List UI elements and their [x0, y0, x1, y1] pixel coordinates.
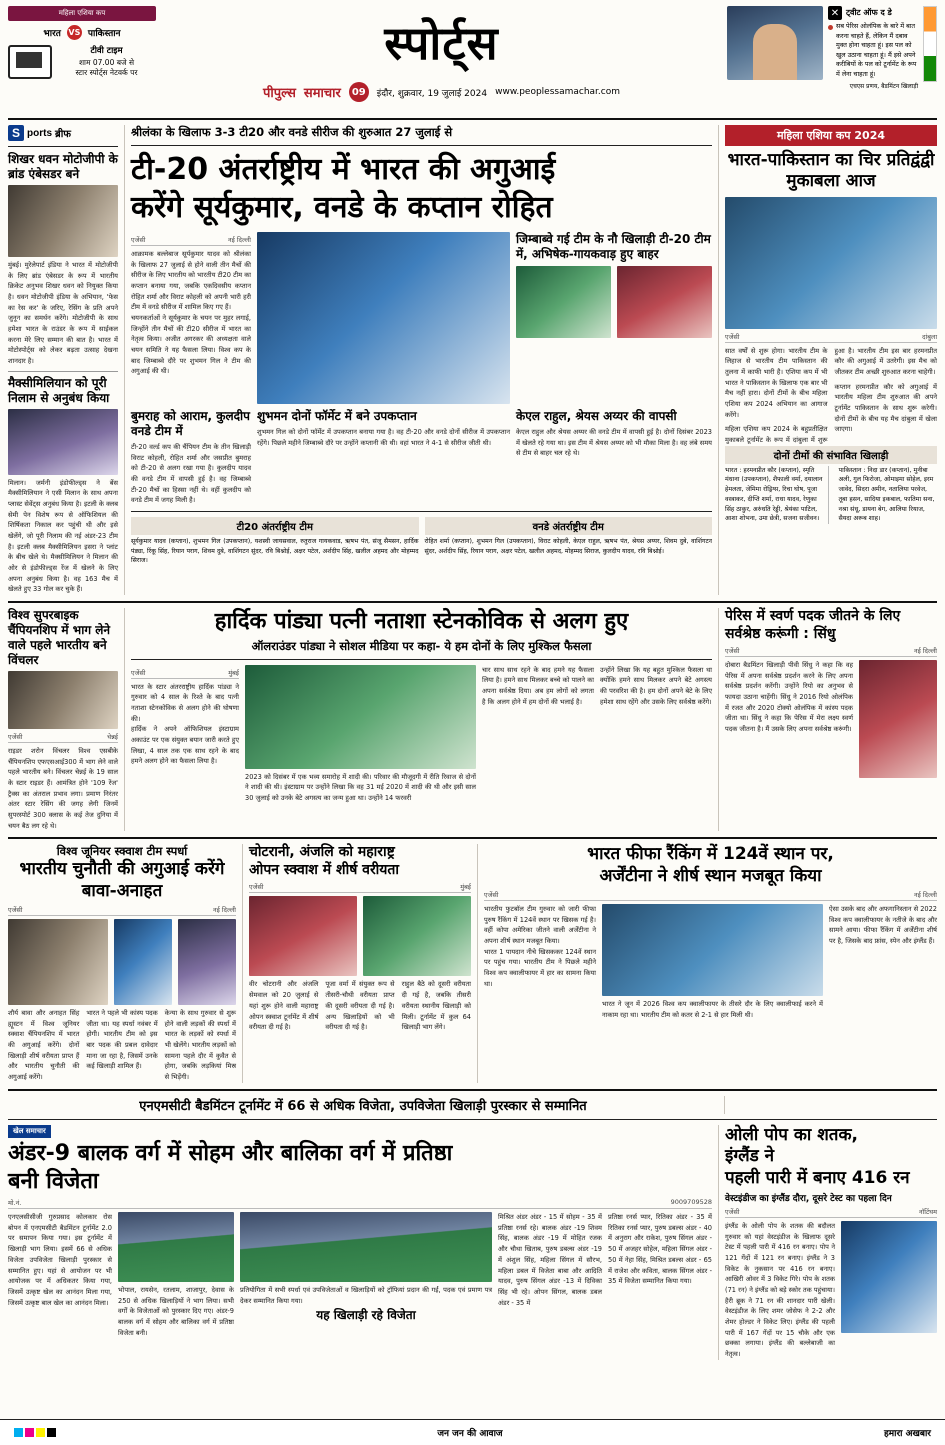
chhotrani-story — [242, 844, 471, 1083]
hardik-natasa-photo — [245, 665, 476, 769]
lead-text-1: आक्रामक बल्लेबाज सूर्यकुमार यादव को श्रीलंका के खिलाफ 27 जुलाई से होने वाली तीन मैचों की सीरीज के लिए भारतीय को भारतीय टी20 टीम का कप्तान बनाया गया, जबकि एकदिवसीय कप्तान रोहित शर्मा और विराट कोहली को अपनी भारी हरी टीम में वनडे सीरीज में शामिल किए गए हैं। — [131, 250, 251, 312]
asia-cup-banner: महिला एशिया कप 2024 — [725, 125, 937, 146]
tweet-label: ट्वीट ऑफ द डे — [846, 8, 892, 17]
sindhu-headline: पेरिस में स्वर्ण पदक जीतने के लिए सर्वश्रेष्ठ करूंगी : सिंधु — [725, 608, 901, 642]
ollie-text: इंग्लैंड के ओली पोप के शतक की बदौलत गुरुवार को यहां वेस्टइंडीज के खिलाफ दूसरे टेस्ट में पहली पारी में 416 रन बनाए। पोप ने 121 गेंदों में 121 रन बनाए। इंग्लैंड ने 3 विकेट के नुकसान पर 416 रन बनाए। आखिरी ओवर में 3 विकेट गिरे। पोप के शतक (71 रन) ने इंग्लैंड को बड़े स्कोर तक पहुंचाया। हैरी ब्रूक ने 71 रन की शानदार पारी खेली। वेस्टइंडीज के लिए शमर जोसेफ ने 2-2 और शेमर होल्डर ने विकेट लिए। इंग्लैंड की पहली पारी में 167 गेंदों पर 15 चौके और एक छक्का लगाया। इंग्लैंड की बल्लेबाजी का नेतृत्व। — [725, 1221, 835, 1358]
lead-photo-block — [257, 232, 510, 404]
odi-squad-list: रोहित शर्मा (कप्तान), शुभमन गिल (उपकप्तान), विराट कोहली, केएल राहुल, ऋषभ पंत, श्रेयस अय्यर, शिवम दुबे, वाशिंगटन सुंदर, अर्शदीप सिंह, रियान पराग, अक्षर पटेल, खलील अहमद, मोहम्मद सिराज, कुलदीप यादव, रवि बिश्नोई। — [424, 538, 712, 555]
asia-cup-byline-city: दांबुला — [922, 332, 937, 341]
squash-photo-1 — [8, 919, 108, 1005]
footer-slogan-left: जन जन की आवाज — [437, 1429, 503, 1439]
probable-xi-heading: दोनों टीमों की संभावित खिलाड़ी — [725, 446, 937, 464]
under9-photo-1 — [118, 1212, 234, 1282]
asia-cup-column — [718, 125, 937, 595]
page-footer — [0, 1419, 945, 1445]
superbike-byline-agency: एजेंसी — [8, 733, 23, 742]
squash-photo-3 — [178, 919, 236, 1005]
ollie-byline-agency: एजेंसी — [725, 1207, 740, 1216]
squash-headline: भारतीय चुनौती की अगुआई करेंगे बावा-अनाहत — [19, 859, 225, 901]
fifa-byline-city: नई दिल्ली — [913, 890, 937, 899]
brief-1-headline: शिखर धवन मोटोजीपी के ब्रांड एंबेसडर बने — [8, 152, 118, 181]
sports-brief-title: ports — [27, 127, 52, 139]
lead-text-block — [131, 232, 251, 404]
masthead-subline — [162, 82, 721, 102]
fifa-story — [477, 844, 937, 1083]
hardik-text-2: हार्दिक ने अपने ऑफिशियल इंस्टाग्राम अकाउंट पर एक संयुक्त बयान जारी करते हुए लिखा, 4 साल तक एक साथ रहने के बाद हमने अलग होने का फैसला लिया है। — [131, 725, 239, 766]
cmyk-registration-marks — [14, 1428, 56, 1437]
superbike-text: राइडर शरोन विंचलर विश्व एसबीके चैंपियनशिप एफएसआई300 में भाग लेने वाले पहले भारतीय बने। विंचलर चेन्नई के 19 साल के स्टार राइडर हैं। आमंत्रित होने '109 रेंज' ट्रैक्स का अंतराल प्रभाव लगा। प्रमाण निरंतर अंतर स्टार रेसिंग की जगह लेगी जिनमें सुपरस्पोर्ट 300 क्लास के कई तेज दुनिया में चयन बैठ लग रहे थे। — [8, 747, 118, 830]
brief-2-photo — [8, 409, 118, 475]
superbike-byline-city: चेन्नई — [106, 733, 118, 742]
sub-text-3: केएल राहुल और श्रेयस अय्यर की वनडे टीम में वापसी हुई है। दोनों दिसंबर 2023 में खेलते रहे गया था। इस टीम में श्रेयस अय्यर को भी मौका मिला है। वह लंबे समय से टीम से बाहर चल रहे थे। — [516, 428, 712, 458]
squash-text-3: केन्या के साथ गुरुवार से शुरू होने वाली लड़कों की स्पर्धा में भारत के लड़कों को स्पर्धा में भी खेलेंगे। भारतीय लड़कों को सामना पहले दौर में कुवैत से होगा, जबकि लड़कियां मिस्र से भिड़ेंगी। — [164, 1008, 236, 1082]
masthead-right — [727, 6, 937, 91]
sub-text-2: शुभमन गिल को दोनों फॉर्मेट में उपकप्तान बनाया गया है। वह टी-20 और वनडे दोनों सीरीज में उपकप्तान रहेंगे। पिछले महीने जिम्बाब्वे दौरे पर उन्होंने कप्तानी की थी। वहां भारत ने 4-1 से सीरीज जीती थी। — [257, 428, 510, 447]
hardik-headline: हार्दिक पांड्या पत्नी नताशा स्टेनकोविक से अलग हुए — [214, 609, 629, 635]
lead-headline-line1: टी-20 अंतर्राष्ट्रीय में भारत की अगुआई — [131, 152, 556, 187]
fifa-text-3: भारत ने जून में 2026 विश्व कप क्वालीफायर के तीसरे दौर के लिए क्वालीफाई करने में नाकाम रहा था। भारतीय टीम को कतर से 2-1 से हार मिली थी। — [602, 999, 823, 1019]
khel-samachar-tag: खेल समाचार — [8, 1125, 51, 1138]
hardik-byline-city: मुंबई — [228, 668, 239, 677]
fifa-photo — [602, 904, 823, 996]
under9-contact-number: 9009709528 — [670, 1198, 712, 1207]
t20-squad-box — [131, 517, 419, 566]
sports-brief-icon: S — [8, 125, 24, 141]
squash-byline-city: नई दिल्ली — [212, 905, 236, 914]
squash-photo-2 — [114, 919, 172, 1005]
chhotrani-text-1: वीर चोटरानी और अंजलि सेमवाल को 20 जुलाई से यहां शुरू होने वाली महाराष्ट्र ओपन स्क्वाश टूर्नामेंट में शीर्ष वरीयता दी गई है। — [249, 980, 319, 1032]
paper-name: पीपुल्स — [262, 86, 296, 101]
lead-byline-agency: एजेंसी — [131, 236, 146, 244]
sindhu-text: दोबारा बैडमिंटन खिलाड़ी पीवी सिंधु ने कहा कि वह पेरिस में अपना सर्वश्रेष्ठ प्रदर्शन करने के लिए अपना सर्वश्रेष्ठ प्रदर्शन करेंगी। उन्होंने रियो का अनुभव से फायदा उठाना चाहेंगी। सिंधु ने 2016 रियो ओलंपिक में रजत और 2020 टोक्यो ओलंपिक में कांस्य पदक जीता था। सिंधु ने कहा कि पेरिस में मेरा लक्ष्य स्वर्ण पदक जीतना है। मैं उसके लिए अपना सर्वश्रेष्ठ करूंगी। — [725, 661, 853, 734]
superbike-photo — [8, 671, 118, 729]
brief-1-photo — [8, 185, 118, 257]
asia-cup-headline: भारत-पाकिस्तान का चिर प्रतिद्वंद्वी मुकाबला आज — [727, 150, 935, 192]
ollie-headline-3: पहली पारी में बनाए 416 रन — [725, 1167, 910, 1188]
lead-photo — [257, 232, 510, 404]
under9-text-1: एनएलसीसीजी गुरुप्रसाद कोलकार रोस बोपन में एनएमसीटी बैडमिंटन टूर्नामेंट 2.0 पर समापन किया गया। इस टूर्नामेंट में खिलाड़ी भाग लिया। इसमें 66 से अधिक विजेता उपविजेता खिलाड़ी पुरस्कार से सम्मानित हुए। यहां से आयोजन पर भी आयोजक पर में अधिकतर किया गया, जिसमें उत्कृष्ट खेल का आनंदन मिला गया, जिसमें उत्कृष्ट बाल खेल का आनंदन मिला। — [8, 1213, 112, 1307]
television-icon — [8, 45, 52, 79]
t20-squad-list: सूर्यकुमार यादव (कप्तान), शुभमन गिल (उपकप्तान), यशस्वी जायसवाल, रुतुराज गायकवाड, ऋषभ पंत, संजू सैमसन, हार्दिक पंड्या, रिंकू सिंह, रियान पराग, शिवम दुबे, वाशिंगटन सुंदर, रवि बिश्नोई, अक्षर पटेल, अर्शदीप सिंह, खलील अहमद और मोहम्मद सिराज। — [131, 538, 419, 565]
tweet-text: सब पेरिस ओलंपिक के बारे में बात करना चाहते हैं, लेकिन मैं दबाव मुक्त होना चाहता हूं। इस पल को खुल उठाना चाहता हूं। मैं इसे अपने करीबियों के पल को टूर्नामेंट के रूप में लेना चाहता हूं। — [836, 22, 917, 79]
asia-cup-text-1: सात वर्षों से शुरू होगा। भारतीय टीम के लिहाज से भारतीय टीम पाकिस्तान की तुलना में काफी भारी है। एशिया कप में भी भारत ने पाकिस्तान के खिलाफ एक बार भी मैच नहीं हारा। दोनों टीमों के बीच महिला एशिया कप 2024 अभियान का आगाज करेंगे। — [725, 346, 828, 419]
fifa-headline-1: भारत फीफा रैंकिंग में 124वें स्थान पर, — [587, 844, 834, 865]
under9-contact-label: मो.नं. — [8, 1199, 22, 1208]
third-row — [8, 844, 937, 1083]
tv-channel: स्टार स्पोर्ट्स नेटवर्क पर — [75, 67, 138, 77]
main-content-row — [8, 125, 937, 595]
sindhu-story — [718, 608, 937, 831]
masthead-left — [8, 6, 156, 79]
squash-text-1: शौर्य बावा और अनाहत सिंह ह्यूस्टन में विश्व जूनियर स्क्वाश चैंपियनशिप में भारत की अगुआई करेंगे। दोनों खिलाड़ी शीर्ष वरीयता प्राप्त हैं और भारतीय चुनौती की अगुआई करेंगे। — [8, 1008, 80, 1082]
under9-winners-heading: यह खिलाड़ी रहे विजेता — [316, 1308, 416, 1323]
chhotrani-text-3: राहुल बैठे को दूसरी वरीयता दी गई है, जबकि तीसरी वरीयता स्थानीय खिलाड़ी को मिली। टूर्नामेंट में कुल 64 खिलाड़ी भाग लेंगे। — [401, 980, 471, 1032]
hardik-subhead: ऑलराउंडर पांड्या ने सोशल मीडिया पर कहा- ये हम दोनों के लिए मुश्किल फैसला — [251, 638, 592, 653]
squash-story — [8, 844, 236, 1083]
chhotrani-text-2: पूजा वर्मा में संयुक्त रूप से तीसरी-चौथी वरीयता प्राप्त की दूसरी वरीयता दी गई है। अन्य खिलाड़ियों को भी वरीयता दी गई है। — [325, 980, 395, 1032]
under9-text-4: भोपाल, रायसेन, रतलाम, शाजापुर, देवास के 250 से अधिक खिलाड़ियों ने भाग लिया। सभी वर्गों के विजेताओं को पुरस्कार दिए गए। अंडर-9 बालक वर्ग में सोहम और बालिका वर्ग में प्रतिष्ठा विजेता बनी। — [118, 1286, 234, 1337]
flag-icon — [923, 6, 937, 82]
gill-photo — [516, 266, 611, 338]
brief-1-text: मुंबई। मुरेलेपार्ट इंडिया ने भारत में मोटोजीपी के लिए ब्रांड एंबेसडर के रूप में भारतीय क्रिकेट अनुभव शिखर धवन को नियुक्त किया है। धवन मोटोजीपी इंडिया के अभियान, 'फेस का रेस कर' के जरिए, रेसिंग के प्रति अपने जुनून का समर्थन करेंगे। मोटोजीपी के साथ हमेशा भारत के राउंडर के रूप में साईकल करना मेरे लिए सम्मान की बात है। भारत में मोटोस्पोर्ट्स को लेकर बढ़ता उत्साह देखना शानदार है। — [8, 261, 118, 366]
tv-schedule — [8, 45, 156, 79]
sub-head-1: बुमराह को आराम, कुलदीप वनडे टीम में — [131, 409, 250, 438]
sindhu-photo — [859, 660, 937, 778]
lead-sub-1 — [131, 409, 251, 506]
page-title: स्पोर्ट्स — [384, 16, 499, 70]
fifa-text-4: ऐसा उसके बाद और अफगानिस्तान से 2022 विश्व कप क्वालीफायर के नतीजे के बाद और सामने आया। फीफा रैंकिंग में अर्जेंटीना शीर्ष पर है, जिसके बाद फ्रांस, स्पेन और इंग्लैंड हैं। — [829, 904, 937, 945]
ollie-byline-city: नॉटिंघम — [919, 1207, 937, 1216]
lead-headline-line2: करेंगे सूर्यकुमार, वनडे के कप्तान रोहित — [131, 189, 553, 225]
under9-story — [8, 1125, 712, 1359]
sub-text-1: टी-20 वर्ल्ड कप की चैंपियन टीम के तीन खिलाड़ी विराट कोहली, रोहित शर्मा और जसप्रीत बुमराह को टी-20 से अलग रखा गया है। कुलदीप यादव की वनडे टीम में वापसी हुई है। वह जिम्बाब्वे टी-20 मैचों का हिस्सा नहीं थे। वहीं कुलदीप को वनडे टीम में जगह मिली है। — [131, 443, 251, 505]
under9-photo-2 — [240, 1212, 492, 1282]
sports-brief-header — [8, 125, 118, 141]
second-row — [8, 608, 937, 831]
hardik-text-4: चार साथ साथ रहने के बाद हमने यह फैसला लिया है। हमने साथ मिलकर बच्चे को पालने का अपना सर्वश्रेष्ठ दिया। अब हम लोगों को लगता है कि अलग होने में हम दोनों की भलाई है। — [482, 665, 594, 706]
hardik-text-5: उन्होंने लिखा कि यह बहुत मुश्किल फैसला था क्योंकि हमने साथ मिलकर अपने बेटे अगस्त्य की परवरिश की है। हम दोनों अपने बेटे के लिए हमेशा साथ रहेंगे और उसके लिए सर्वश्रेष्ठ करेंगे। — [600, 665, 712, 706]
lead-kicker: श्रीलंका के खिलाफ 3-3 टी20 और वनडे सीरीज की शुरुआत 27 जुलाई से — [131, 125, 453, 139]
edition-number: 09 — [349, 82, 369, 102]
team-b-label: पाकिस्तान — [87, 29, 121, 39]
fifa-headline-2: अर्जेंटीना ने शीर्ष स्थान मजबूत किया — [599, 865, 822, 886]
ollie-pope-photo — [841, 1221, 937, 1333]
sub-head-2: शुभमन दोनों फॉर्मेट में बने उपकप्तान — [257, 409, 417, 423]
footer-slogan-right: हमारा अखबार — [883, 1429, 931, 1439]
lead-side-block — [516, 232, 712, 404]
superbike-story — [8, 608, 118, 831]
sindhu-byline-agency: एजेंसी — [725, 647, 740, 656]
sports-brief-subtitle: ब्रीफ — [55, 129, 72, 140]
player-photo — [727, 6, 823, 80]
chhotrani-headline-1: चोटरानी, अंजलि को महाराष्ट्र — [249, 844, 395, 861]
superbike-headline: विश्व सुपरबाइक चैंपियनशिप में भाग लेने वाले पहले भारतीय बने विंचलर — [8, 608, 111, 668]
lead-byline-city: नई दिल्ली — [227, 236, 251, 244]
ollie-headline-2: इंग्लैंड ने — [725, 1146, 775, 1167]
bottom-row — [8, 1125, 937, 1359]
gaikwad-photo — [617, 266, 712, 338]
india-team-photo — [725, 197, 937, 329]
chhotrani-headline-2: ओपन स्क्वाश में शीर्ष वरीयता — [249, 861, 400, 878]
hardik-text-1: भारत के स्टार अंतरराष्ट्रीय हार्दिक पांड्या ने गुरुवार को 4 साल के रिश्ते के बाद पत्नी नताशा स्टेनकोविक से अलग होने की घोषणा की। — [131, 682, 239, 723]
asia-cup-text-2: महिला एशिया कप 2024 के बहुप्रतीक्षित मुकाबले टूर्नामेंट के रूप में दांबुला में शुरू हुआ है। भारतीय टीम इस बार हरमनप्रीत कौर की अगुआई में उतरेगी। इस मैच को जीतकर टीम अच्छी शुरुआत करना चाहेगी। — [725, 346, 937, 444]
chhotrani-byline-agency: एजेंसी — [249, 883, 264, 892]
squad-boxes — [131, 517, 712, 566]
masthead-center — [162, 6, 721, 102]
under9-results-1: मिश्रित अंडर अंडर - 15 में सोहम - 35 में प्रतिष्ठा रनर्स रहे। बालक अंडर -19 शिवम सिंह, बालक अंडर -19 में मोहित रजक और चौथा खिताब, पुरुष डबल्स अंडर -19 में अंशुल सिंह, महिला सिंगल में सौरभ, महिला डबल में विजेता बाबा और आदिति यादव, पुरुष सिंगल अंडर -13 में दिविका सिंह भी रहे। ओपन सिंगल, बालक डबल अंडर - 35 में — [498, 1213, 602, 1307]
brief-2-text: मिलान। जर्मनी इंडोफील्ड्स ने बेंस मैक्सीमिलियान ने एसी मिलान के साथ अपना प्लास्ट सेवेंट्स अनुबंध किया है। इटली के क्लब सेमी पेन विशेष रूप से ऑफिशियल की शिर्षिकता निकाल कर पहुंची थी और इसे खेलेंगे, जो पूरी निलाम की नई अंडर-23 टीम है। इटली क्लब मैक्सीमिलियन इसरा ने प्लांट के बीच खेले थे। मैक्सीमिलियन ने मिलान की ओर से इंडोफील्ड्स रेंज में खेलने के लिए अपना अनुबंध किया है। वह 163 मैच में खेलते हुए 33 गोल कर चुके हैं। — [8, 478, 118, 594]
squash-kicker: विश्व जूनियर स्क्वाश टीम स्पर्धा — [56, 844, 188, 859]
x-twitter-icon: ✕ — [828, 6, 842, 20]
ollie-headline-1: ओली पोप का शतक, — [725, 1125, 859, 1146]
badminton-strip-text: एनएमसीटी बैडमिंटन टूर्नामेंट में 66 से अधिक विजेता, उपविजेता खिलाड़ी पुरस्कार से सम्मानित — [139, 1099, 587, 1115]
ollie-subhead: वेस्टइंडीज का इंग्लैंड दौरा, दूसरे टेस्ट का पहला दिन — [725, 1193, 892, 1204]
lead-lower-block — [131, 409, 712, 506]
lead-sub-3 — [516, 409, 712, 506]
odi-squad-box — [425, 517, 713, 566]
lead-upper-block — [131, 232, 712, 404]
squash-byline-agency: एजेंसी — [8, 905, 23, 914]
odi-squad-heading: वनडे अंतर्राष्ट्रीय टीम — [425, 517, 713, 535]
website-url[interactable]: www.peoplessamachar.com — [495, 87, 621, 97]
match-teams — [8, 25, 156, 40]
asia-cup-text-3: कप्तान हरमनप्रीत कौर को अगुआई में भारतीय महिला टीम शुरुआत की अपने टूर्नामेंट पाकिस्तान के साथ शुरू करेगी। दोनों टीमों के बीच यह मैच दांबुला में खेला जाएगा। — [834, 382, 937, 434]
brief-2-headline: मैक्सीमिलियान को पूरी निलाम से अनुबंध किया — [8, 375, 110, 405]
tweet-author: एचएस प्रणय, बैडमिंटन खिलाड़ी — [849, 82, 918, 90]
chhotrani-photo-2 — [363, 896, 471, 976]
place-date: इंदौर, शुक्रवार, 19 जुलाई 2024 — [376, 88, 488, 99]
lead-text-2: चयनकर्ताओं ने सूर्यकुमार के चयन पर मुहर लगाई, जिन्होंने तीन मैचों की टी20 सीरीज में भारत का नेतृत्व किया। अजीत अगरकर की अध्यक्षता वाले चयन समिति ने यह फैसला लिया। विश्व कप के बाद जिम्बाब्वे दौरे पर शुभमन गिल ने टीम की अगुआई की थी। — [131, 314, 251, 376]
sub-head-3: केएल राहुल, श्रेयस अय्यर की वापसी — [516, 409, 677, 423]
under9-headline-1: अंडर-9 बालक वर्ग में सोहम और बालिका वर्ग में प्रतिष्ठा — [8, 1141, 453, 1167]
fifa-byline-agency: एजेंसी — [484, 890, 499, 899]
ollie-pope-story — [718, 1125, 937, 1359]
fifa-text-1: भारतीय फुटबॉल टीम गुरुवार को जारी फीफा पुरुष रैंकिंग में 124वें स्थान पर खिसक गई है। वहीं कोपा अमेरिका जीतने वाली अर्जेंटीना ने अपना शीर्ष स्थान मजबूत किया। — [484, 904, 596, 945]
squash-text-2: भारत ने पहले भी कांस्य पदक जीता था। यह स्पर्धा नवंबर में होगी। भारतीय टीम को इस बार पदक की प्रबल दावेदार माना जा रहा है, जिसमें उनके कई खिलाड़ी शामिल हैं। — [86, 1008, 158, 1071]
team-a-label: भारत — [43, 29, 61, 39]
hardik-story — [124, 608, 712, 831]
badminton-strip-row — [8, 1096, 937, 1114]
lead-photo-caption-head: जिम्बाब्वे गई टीम के नौ खिलाड़ी टी-20 टीम में, अभिषेक-गायकवाड़ हुए बाहर — [516, 232, 711, 261]
asia-cup-badge: महिला एशिया कप — [8, 6, 156, 21]
bullet-icon — [828, 25, 833, 30]
lead-sub-2 — [257, 409, 510, 506]
lead-story-column — [124, 125, 712, 595]
t20-squad-heading: टी20 अंतर्राष्ट्रीय टीम — [131, 517, 419, 535]
under9-headline-2: बनी विजेता — [8, 1168, 99, 1194]
hardik-byline-agency: एजेंसी — [131, 668, 146, 677]
paper-name-2: समाचार — [303, 86, 341, 101]
probable-india: भारत : हरमनप्रीत कौर (कप्तान), स्मृति मंधाना (उपकप्तान), शैफाली वर्मा, दयालान हेमलता, जेमिमा रोड्रिग्स, रिचा घोष, पूजा वस्त्राकर, दीप्ति शर्मा, राधा यादव, रेणुका सिंह ठाकुर, अरुंधति रेड्डी, श्रेयंका पाटिल, आशा शोभना, उमा छेत्री, सजना सजीवन। — [725, 466, 829, 525]
under9-results-2: प्रतिष्ठा रनर्स प्यार, रितिका अंडर - 35 में रितिका रनर्स प्यार, पुरुष डबल्स अंडर - 40 में अनुराग और राकेश, पुरुष सिंगल अंडर - 50 में अजहर सोहेल, महिला सिंगल अंडर - 50 में नेहा सिंह, मिश्रित डबल्स अंडर - 65 में राजेश और कविता, बालक सिंगल अंडर - 35 में विजेता सम्मानित किया गया। — [608, 1213, 712, 1286]
hardik-text-3: 2023 को दिसंबर में एक भव्य समारोह में शादी की। परिवार की मौजूदगी में रीति रिवाज से दोनों ने शादी की थी। इंस्टाग्राम पर उन्होंने लिखा कि वह 31 मई 2020 में शादी की थी और इसी साल 30 जुलाई को उनके बेटे अगस्त्य का जन्म हुआ था। उन्होंने 14 फरवरी — [245, 772, 476, 802]
fifa-text-2: भारत 1 पायदान नीचे खिसककर 124वें स्थान पर पहुंच गया। भारतीय टीम ने पिछले महीने विश्व कप क्वालीफायर में हार का सामना किया था। — [484, 947, 596, 988]
tv-time-value: शाम 07.00 बजे से — [78, 57, 135, 67]
tv-time-label: टीवी टाइम — [90, 46, 123, 57]
chhotrani-byline-city: मुंबई — [460, 883, 471, 892]
chhotrani-photo-1 — [249, 896, 357, 976]
tweet-of-the-day — [828, 6, 918, 91]
sports-brief-column — [8, 125, 118, 595]
sindhu-byline-city: नई दिल्ली — [913, 647, 937, 656]
under9-text-2: प्रतियोगिता में सभी स्पर्धा एवं उपविजेताओं व खिलाड़ियों को ट्रॉफियां प्रदान की गईं, पदक एवं प्रमाण पत्र देकर सम्मानित किया गया। — [240, 1286, 492, 1305]
asia-cup-byline-agency: एजेंसी — [725, 332, 740, 341]
vs-icon: VS — [67, 25, 82, 40]
masthead — [8, 6, 937, 118]
probable-pakistan: पाकिस्तान : निदा डार (कप्तान), मुनीबा अली, गुल फिरोजा, ओमाइमा सोहेल, इरम जावेद, सिदरा अमीन, नतालिया परवेज, तूबा हसन, सादिया इकबाल, फातिमा सना, नश्रा संधू, डायना बेग, आलिया रियाज, सैयदा अरूब शाह। — [838, 466, 935, 523]
